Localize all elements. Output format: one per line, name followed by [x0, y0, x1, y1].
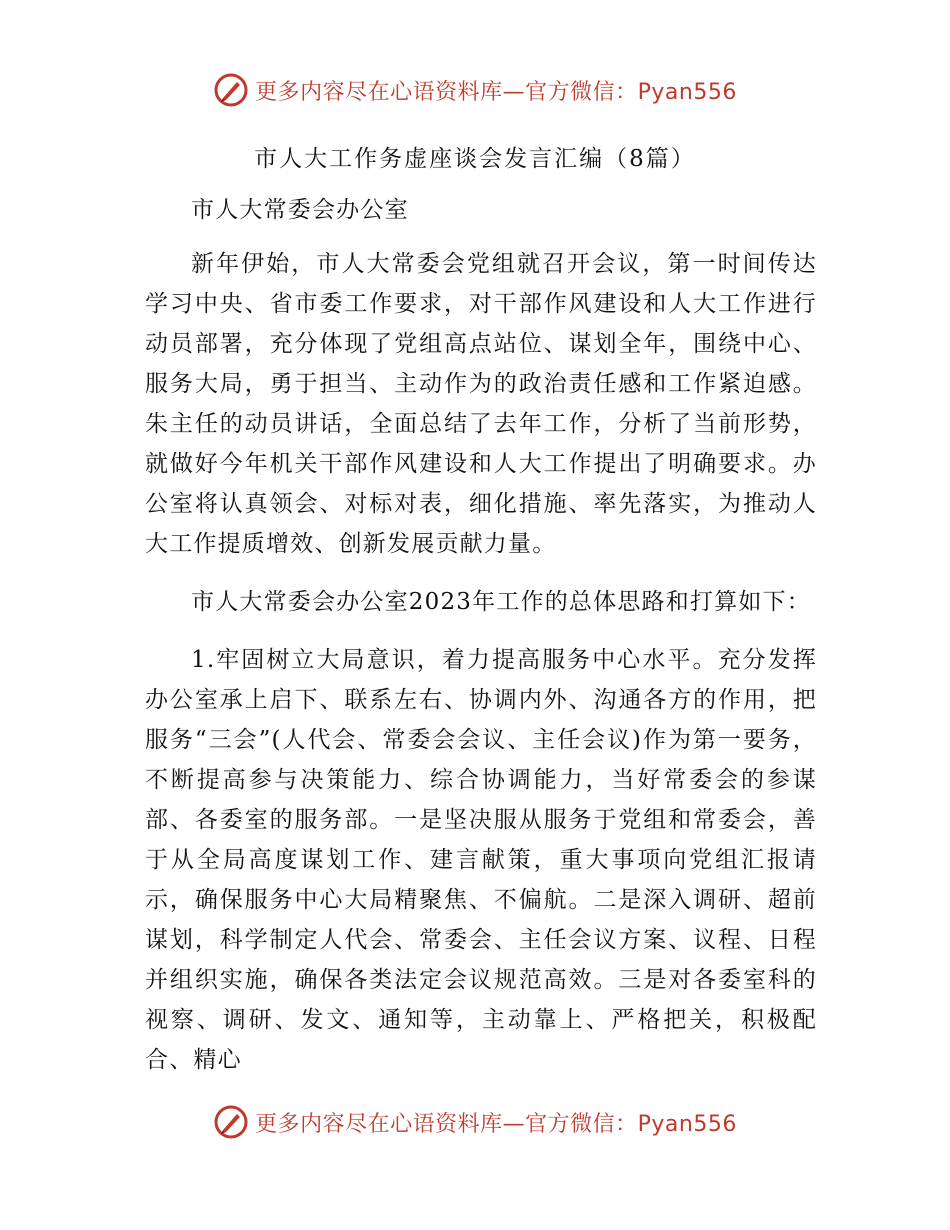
- paragraph-3: 1.牢固树立大局意识，着力提高服务中心水平。充分发挥办公室承上启下、联系左右、协调内外、沟通各方的作用，把服务“三会”(人代会、常委会会议、主任会议)作为第一要务，不断提高参与决策能力、综合协调能力，当好常委会的参谋部、各委室的服务部。一是坚决服从服务于党组和常委会，善于从全局高度谋划工作、建言献策，重大事项向党组汇报请示，确保服务中心大局精聚焦、不偏航。二是深入调研、超前谋划，科学制定人代会、常委会、主任会议方案、议程、日程并组织实施，确保各类法定会议规范高效。三是对各委室科的视察、调研、发文、通知等，主动靠上、严格把关，积极配合、精心: [145, 647, 817, 1073]
- header-banner: [0, 68, 950, 112]
- paragraph-2: 市人大常委会办公室2023年工作的总体思路和打算如下：: [191, 589, 811, 615]
- document-title: 市人大工作务虚座谈会发言汇编（8篇）: [254, 146, 696, 172]
- document-body: [145, 190, 817, 1098]
- header-banner-text: 更多内容尽在心语资料库—官方微信：Pyan556: [255, 79, 737, 105]
- quill-logo-icon: [213, 72, 249, 108]
- footer-banner: [0, 1100, 950, 1144]
- quill-logo-icon: [213, 1104, 249, 1140]
- document-author: 市人大常委会办公室: [191, 197, 409, 223]
- paragraph-1: 新年伊始，市人大常委会党组就召开会议，第一时间传达学习中央、省市委工作要求，对干部作风建设和人大工作进行动员部署，充分体现了党组高点站位、谋划全年，围绕中心、服务大局，勇于担当、主动作为的政治责任感和工作紧迫感。朱主任的动员讲话，全面总结了去年工作，分析了当前形势，就做好今年机关干部作风建设和人大工作提出了明确要求。办公室将认真领会、对标对表，细化措施、率先落实，为推动人大工作提质增效、创新发展贡献力量。: [145, 251, 817, 557]
- footer-banner-text: 更多内容尽在心语资料库—官方微信：Pyan556: [255, 1111, 737, 1137]
